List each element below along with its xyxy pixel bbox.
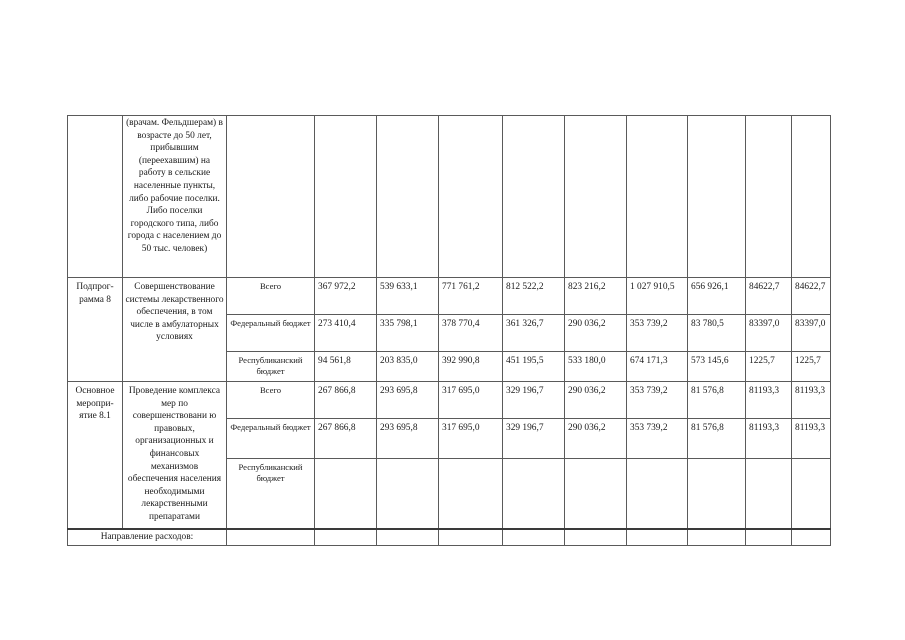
value-cell: 353 739,2 <box>627 315 688 352</box>
funding-source: Федеральный бюджет <box>227 419 315 459</box>
funding-source: Республиканский бюджет <box>227 459 315 529</box>
value-cell: 392 990,8 <box>439 352 503 382</box>
value-cell: 290 036,2 <box>565 382 627 419</box>
measure81-row-total <box>68 382 831 419</box>
value-cell: 378 770,4 <box>439 315 503 352</box>
subprogram-title: Совершенствование системы лекарственного обеспечения, в том числе в амбулаторных условиях <box>123 278 227 382</box>
description-cell: (врачам. Фельдшерам) в возрасте до 50 лет, прибывшим (переехавшим) на работу в сельские населенные пункты, либо рабочие поселки. Либо поселки городского типа, либо города с населением до 50 тыс. человек) <box>123 116 227 278</box>
value-cell: 81 576,8 <box>688 419 746 459</box>
value-cell: 84622,7 <box>792 278 831 315</box>
value-cell: 293 695,8 <box>377 382 439 419</box>
value-cell <box>565 459 627 529</box>
value-cell: 81193,3 <box>792 382 831 419</box>
value-cell: 94 561,8 <box>315 352 377 382</box>
value-cell: 353 739,2 <box>627 382 688 419</box>
value-cell <box>503 459 565 529</box>
value-cell: 674 171,3 <box>627 352 688 382</box>
value-cell: 329 196,7 <box>503 419 565 459</box>
value-cell: 203 835,0 <box>377 352 439 382</box>
value-cell: 353 739,2 <box>627 419 688 459</box>
measure-title: Проведение комплекса мер по совершенствовани ю правовых, организационных и финансовых механизмов обеспечения населения необходимыми лекарственными препаратами <box>123 382 227 529</box>
value-cell: 273 410,4 <box>315 315 377 352</box>
value-cell <box>746 459 792 529</box>
value-cell: 84622,7 <box>746 278 792 315</box>
subprogram-code: Подпрог-рамма 8 <box>68 278 123 382</box>
funding-source: Всего <box>227 382 315 419</box>
value-cell: 812 522,2 <box>503 278 565 315</box>
value-cell: 83397,0 <box>746 315 792 352</box>
value-cell <box>627 459 688 529</box>
funding-source: Республиканский бюджет <box>227 352 315 382</box>
value-cell: 317 695,0 <box>439 382 503 419</box>
value-cell: 771 761,2 <box>439 278 503 315</box>
value-cell: 267 866,8 <box>315 419 377 459</box>
value-cell <box>315 459 377 529</box>
value-cell: 83 780,5 <box>688 315 746 352</box>
subprogram8-row-total <box>68 278 831 315</box>
value-cell: 539 633,1 <box>377 278 439 315</box>
value-cell: 1225,7 <box>792 352 831 382</box>
value-cell: 290 036,2 <box>565 419 627 459</box>
value-cell: 1 027 910,5 <box>627 278 688 315</box>
value-cell <box>377 459 439 529</box>
value-cell: 335 798,1 <box>377 315 439 352</box>
value-cell <box>792 459 831 529</box>
value-cell: 367 972,2 <box>315 278 377 315</box>
value-cell: 317 695,0 <box>439 419 503 459</box>
value-cell: 290 036,2 <box>565 315 627 352</box>
value-cell: 451 195,5 <box>503 352 565 382</box>
value-cell: 823 216,2 <box>565 278 627 315</box>
budget-table <box>67 115 831 546</box>
source-cell <box>227 116 315 278</box>
value-cell: 83397,0 <box>792 315 831 352</box>
value-cell: 293 695,8 <box>377 419 439 459</box>
value-cell: 267 866,8 <box>315 382 377 419</box>
funding-source: Федеральный бюджет <box>227 315 315 352</box>
value-cell: 533 180,0 <box>565 352 627 382</box>
value-cell: 81193,3 <box>746 382 792 419</box>
value-cell: 81193,3 <box>746 419 792 459</box>
value-cell <box>439 459 503 529</box>
value-cell <box>688 459 746 529</box>
value-cell: 1225,7 <box>746 352 792 382</box>
value-cell: 329 196,7 <box>503 382 565 419</box>
value-cell: 361 326,7 <box>503 315 565 352</box>
expense-direction-row <box>68 529 831 546</box>
measure-code: Основное меропри-ятие 8.1 <box>68 382 123 529</box>
value-cell: 656 926,1 <box>688 278 746 315</box>
funding-source: Всего <box>227 278 315 315</box>
expense-direction-label: Направление расходов: <box>68 529 227 546</box>
value-cell: 573 145,6 <box>688 352 746 382</box>
value-cell: 81 576,8 <box>688 382 746 419</box>
code-cell <box>68 116 123 278</box>
value-cell: 81193,3 <box>792 419 831 459</box>
continuation-row <box>68 116 831 278</box>
